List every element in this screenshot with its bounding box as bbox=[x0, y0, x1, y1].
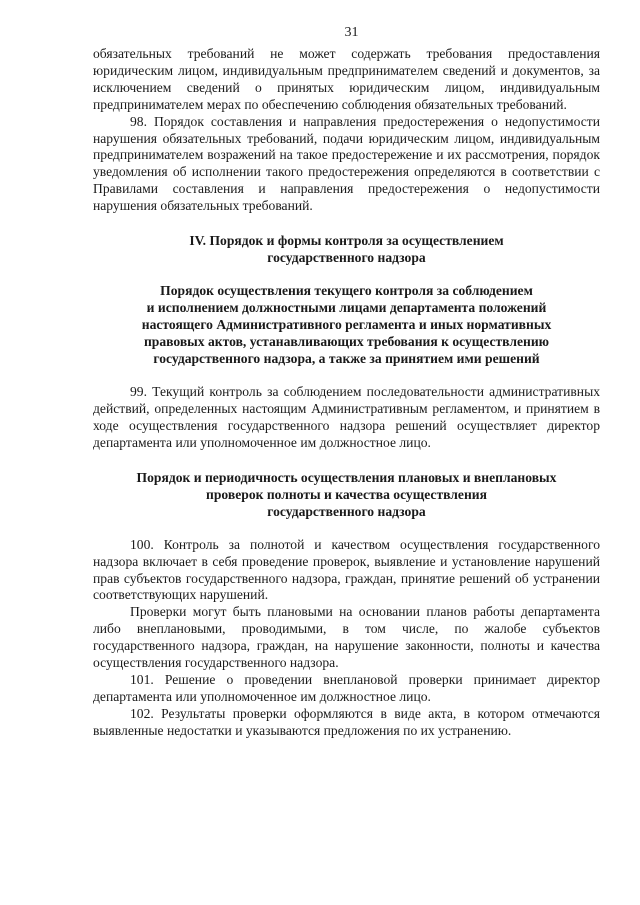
subsection-heading-line: проверок полноты и качества осуществления bbox=[206, 486, 487, 502]
subsection-heading-line: и исполнением должностными лицами департамента положений bbox=[146, 299, 547, 315]
section-iv-heading-line-1: IV. Порядок и формы контроля за осуществлением bbox=[189, 233, 504, 249]
subsection-heading-line: правовых актов, устанавливающих требования к осуществлению bbox=[143, 333, 550, 349]
paragraph-99: 99. Текущий контроль за соблюдением последовательности административных действий, определенных настоящим Административным регламентом, и принятием в ходе осуществления государственного надзора решений осуществляет директор департамента или уполномоченное им должностное лицо. bbox=[93, 384, 600, 451]
subsection-heading-line: Порядок осуществления текущего контроля за соблюдением bbox=[160, 282, 533, 298]
paragraph-100: 100. Контроль за полнотой и качеством осуществления государственного надзора включает в себя проведение проверок, выявление и установление нарушений прав субъектов государственного надзора, граждан, принятие решений об устранении соответствующих нарушений. bbox=[93, 536, 600, 603]
section-iv-heading bbox=[93, 233, 600, 267]
subsection-heading-line: государственного надзора bbox=[267, 503, 426, 519]
paragraph-101: 101. Решение о проведении внеплановой проверки принимает директор департамента или уполномоченное им должностное лицо. bbox=[93, 672, 600, 704]
paragraph-102: 102. Результаты проверки оформляются в виде акта, в котором отмечаются выявленные недостатки и указываются предложения по их устранению. bbox=[93, 705, 600, 738]
subsection-current-control-heading bbox=[93, 283, 600, 368]
subsection-inspections-heading bbox=[93, 470, 600, 521]
subsection-heading-line: Порядок и периодичность осуществления плановых и внеплановых bbox=[136, 470, 557, 486]
subsection-heading-line: настоящего Административного регламента и иных нормативных bbox=[141, 316, 552, 332]
paragraph-100-inspections: Проверки могут быть плановыми на основании планов работы департамента либо внеплановыми, проводимыми, в том числе, по жалобе субъектов государственного надзора, граждан, на нарушение законности, полноты и качества осуществления государственного надзора. bbox=[93, 604, 600, 671]
paragraph-98: 98. Порядок составления и направления предостережения о недопустимости нарушения обязательных требований, подачи юридическим лицом, индивидуальным предпринимателем возражений на такое предостережение и их рассмотрения, порядок уведомления об исполнении такого предостережения определяются в соответствии с Правилами составления и направления предостережения о недопустимости нарушения обязательных требований. bbox=[93, 113, 600, 214]
paragraph-continuation: обязательных требований не может содержать требования предоставления юридическим лицом, индивидуальным предпринимателем сведений и документов, за исключением сведений о принятых юридическим лицом, индивидуальным предпринимателем мерах по обеспечению соблюдения обязательных требований. bbox=[93, 46, 600, 112]
subsection-heading-line: государственного надзора, а также за принятием ими решений bbox=[153, 350, 540, 366]
page-number: 31 bbox=[344, 25, 359, 40]
section-iv-heading-line-2: государственного надзора bbox=[267, 249, 426, 265]
